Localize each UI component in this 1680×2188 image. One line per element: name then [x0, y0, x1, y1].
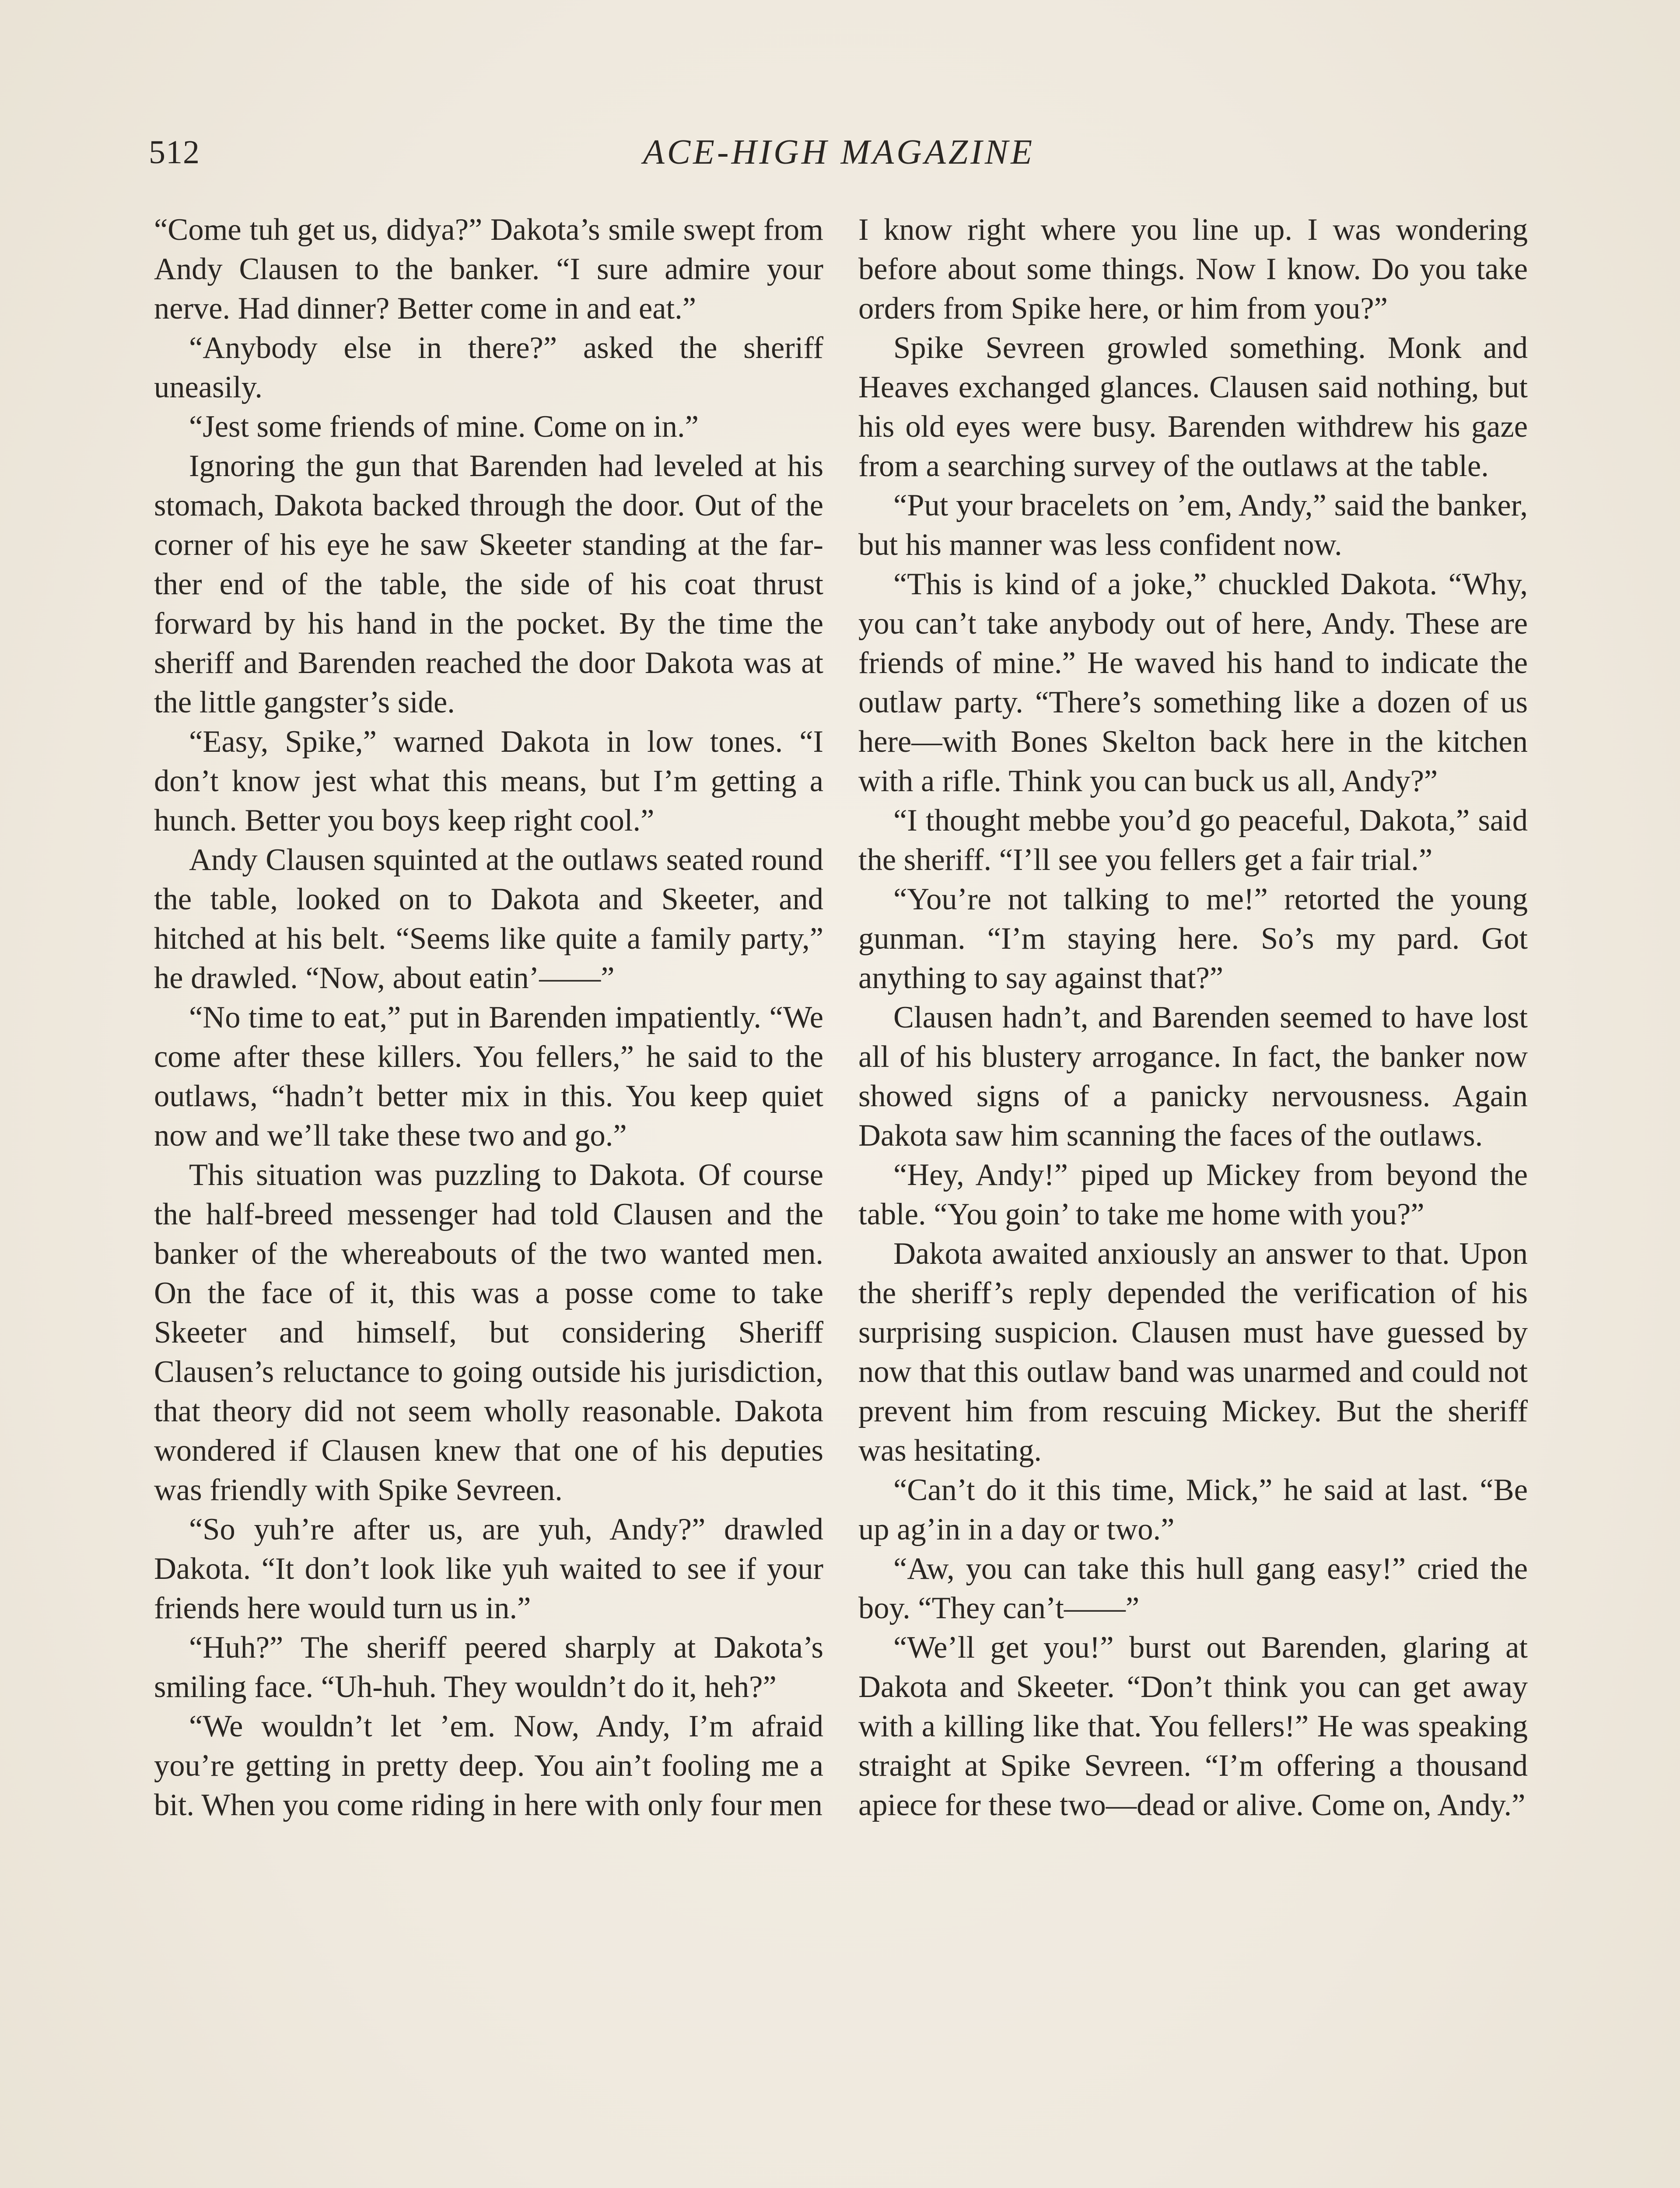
paragraph: “Huh?” The sheriff peered sharply at Dakota’s smiling face. “Uh-huh. They wouldn’t do it, heh?”: [154, 1630, 823, 1704]
paragraph: “This is kind of a joke,” chuckled Dakota. “Why, you can’t take anybody out of here, Andy. These are friends of mine.” He waved his hand to indicate the outlaw party. “There’s something like a dozen of us here—with Bones Skelton back here in the kitchen with a rifle. Think you can buck us all, Andy?”: [858, 567, 1528, 798]
paragraph: Clausen hadn’t, and Barenden seemed to have lost all of his blustery arrogance. In fact, the banker now showed signs of a panicky nervousness. Again Dakota saw him scanning the faces of the outlaws.: [858, 1000, 1528, 1153]
paragraph: “Come tuh get us, didya?” Dakota’s smile swept from Andy Clausen to the banker. “I sure admire your nerve. Had dinner? Better come in and eat.”: [154, 213, 823, 326]
paragraph: Dakota awaited anxiously an answer to that. Upon the sheriff’s reply depended the verification of his surprising suspicion. Clausen must have guessed by now that this outlaw band was unarmed and could not prevent him from rescuing Mickey. But the sheriff was hesitating.: [858, 1237, 1528, 1468]
paragraph: “No time to eat,” put in Barenden impatiently. “We come after these killers. You fellers,” he said to the outlaws, “hadn’t better mix in this. You keep quiet now and we’ll take these two and go.”: [154, 1000, 823, 1153]
paragraph: “Hey, Andy!” piped up Mickey from beyond the table. “You goin’ to take me home with you?”: [858, 1158, 1528, 1231]
paragraph: Spike Sevreen growled something. Monk and Heaves exchanged glances. Clausen said nothing, but his old eyes were busy. Barenden withdrew his gaze from a searching survey of the outlaws at the table.: [858, 331, 1528, 483]
page-number: 512: [149, 134, 200, 171]
paragraph: “Anybody else in there?” asked the sheriff uneasily.: [154, 331, 823, 404]
paragraph: Ignoring the gun that Barenden had leveled at his stomach, Dakota backed through the door. Out of the corner of his eye he saw Skeeter standing at the farther end of the table, the side of his coat thrust forward by his hand in the pocket. By the time the sheriff and Barenden reached the door Dakota was at the little gangster’s side.: [154, 449, 823, 719]
paragraph: Andy Clausen squinted at the outlaws seated round the table, looked on to Dakota and Skeeter, and hitched at his belt. “Seems like quite a family party,” he drawled. “Now, about eatin’——”: [154, 843, 823, 995]
running-head: ACE-HIGH MAGAZINE: [643, 133, 1035, 172]
page-header: [149, 126, 1529, 179]
paragraph: “Put your bracelets on ’em, Andy,” said the banker, but his manner was less confident now.: [858, 488, 1528, 562]
right-column: [858, 210, 1528, 1825]
paragraph: “We’ll get you!” burst out Barenden, glaring at Dakota and Skeeter. “Don’t think you can get away with a killing like that. You fellers!” He was speaking straight at Spike Sevreen. “I’m offering a thousand apiece for these two—dead or alive. Come on, Andy.”: [858, 1630, 1528, 1822]
paragraph: “So yuh’re after us, are yuh, Andy?” drawled Dakota. “It don’t look like yuh waited to see if your friends here would turn us in.”: [154, 1512, 823, 1625]
paragraph: “We wouldn’t let ’em. Now, Andy, I’m afraid you’re getting in pretty deep. You ain’t fooling me a bit. When you come riding in here with only four men: [154, 1709, 823, 1822]
left-column: [154, 210, 823, 1825]
paragraph: “I thought mebbe you’d go peaceful, Dakota,” said the sheriff. “I’ll see you fellers get a fair trial.”: [858, 803, 1528, 877]
paragraph: “You’re not talking to me!” retorted the young gunman. “I’m staying here. So’s my pard. Got anything to say against that?”: [858, 882, 1528, 995]
paragraph: This situation was puzzling to Dakota. Of course the half-breed messenger had told Clausen and the banker of the whereabouts of the two wanted men. On the face of it, this was a posse come to take Skeeter and himself, but considering Sheriff Clausen’s reluctance to going outside his jurisdiction, that theory did not seem wholly reasonable. Dakota wondered if Clausen knew that one of his deputies was friendly with Spike Sevreen.: [154, 1158, 823, 1507]
paragraph: “Easy, Spike,” warned Dakota in low tones. “I don’t know jest what this means, but I’m getting a hunch. Better you boys keep right cool.”: [154, 725, 823, 838]
paragraph: “Can’t do it this time, Mick,” he said at last. “Be up ag’in in a day or two.”: [858, 1473, 1528, 1546]
paragraph: I know right where you line up. I was wondering before about some things. Now I know. Do you take orders from Spike here, or him from you?”: [858, 213, 1528, 326]
paragraph: “Aw, you can take this hull gang easy!” cried the boy. “They can’t——”: [858, 1552, 1528, 1625]
paragraph: “Jest some friends of mine. Come on in.”: [189, 410, 699, 444]
